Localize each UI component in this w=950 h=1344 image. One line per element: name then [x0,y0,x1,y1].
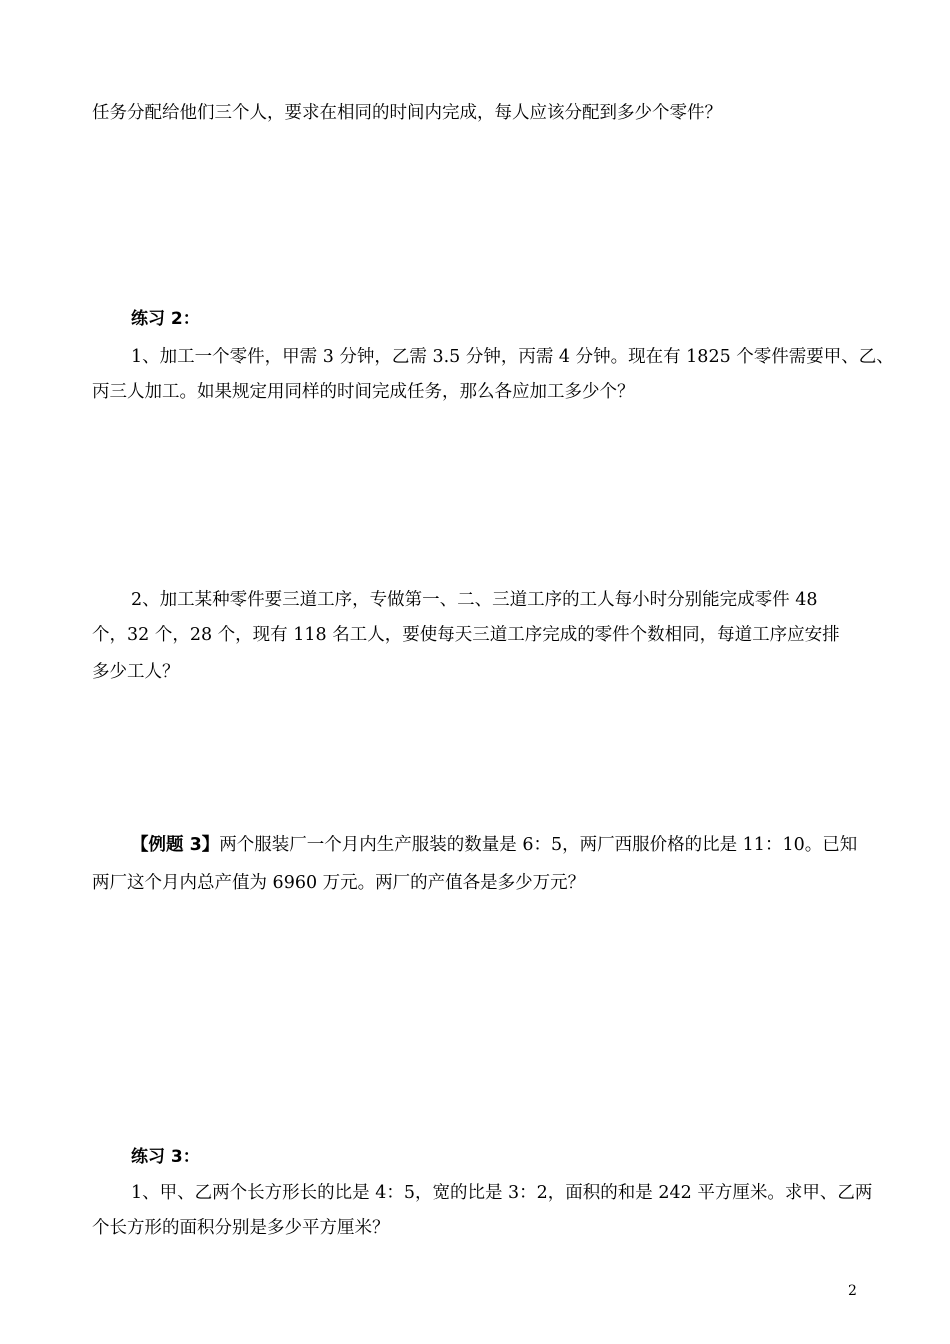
example-3-line-2: 两厂这个月内总产值为 6960 万元。两厂的产值各是多少万元？ [92,873,586,893]
practice-2-question-2-line-2: 个，32 个，28 个，现有 118 名工人，要使每天三道工序完成的零件个数相同，每道工序应安排 [92,625,840,645]
practice-2-question-1-line-2: 丙三人加工。如果规定用同样的时间完成任务，那么各应加工多少个？ [92,382,635,402]
example-3-label: 【例题 3】 [131,835,220,855]
practice-2-question-2-line-3: 多少工人？ [92,662,180,682]
example-3-line-1 [131,833,873,857]
example-3-text: 两个服装厂一个月内生产服装的数量是 6：5，两厂西服价格的比是 11：10。已知 [219,835,858,855]
practice-2-question-2-line-1: 2、加工某种零件要三道工序，专做第一、二、三道工序的工人每小时分别能完成零件 48 [131,590,818,610]
practice-3-heading: 练习 3： [131,1147,200,1167]
practice-3-question-1-line-2: 个长方形的面积分别是多少平方厘米？ [92,1218,390,1238]
page-number: 2 [848,1283,857,1299]
practice-2-question-1-line-1: 1、加工一个零件，甲需 3 分钟，乙需 3.5 分钟，丙需 4 分钟。现在有 1825 个零件需要甲、乙、 [131,347,894,367]
continuation-line: 任务分配给他们三个人，要求在相同的时间内完成，每人应该分配到多少个零件？ [92,103,722,123]
practice-2-heading: 练习 2： [131,309,200,329]
practice-3-question-1-line-1: 1、甲、乙两个长方形长的比是 4：5，宽的比是 3：2，面积的和是 242 平方厘米。求甲、乙两 [131,1183,873,1203]
